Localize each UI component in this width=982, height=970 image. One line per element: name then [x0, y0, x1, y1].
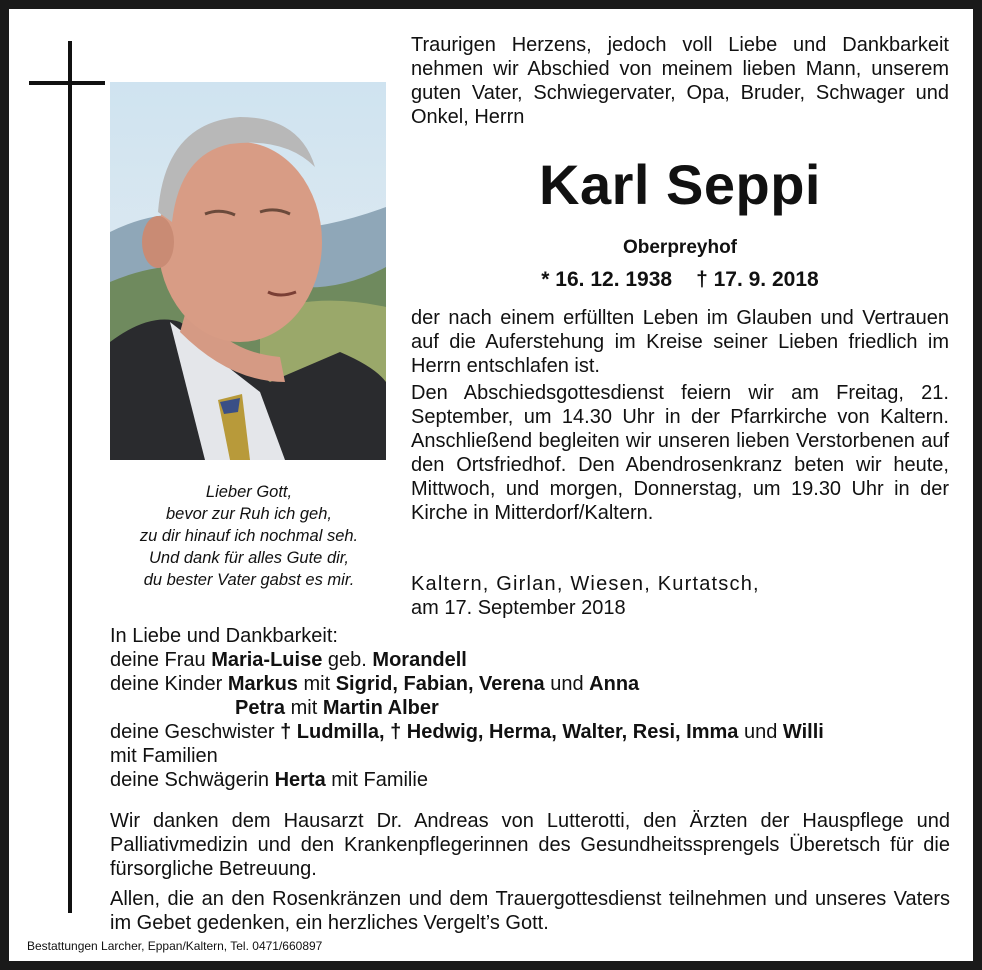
mourners-heading: In Liebe und Dankbarkeit:: [110, 625, 338, 647]
poem: [101, 481, 397, 591]
mourner-families: mit Familien: [110, 745, 218, 767]
cross-icon-vertical: [68, 41, 72, 913]
poem-line: du bester Vater gabst es mir.: [143, 571, 355, 589]
portrait-illustration: [110, 82, 386, 460]
mourner-siblings: deine Geschwister † Ludmilla, † Hedwig, Herma, Walter, Resi, Imma und Willi: [110, 721, 824, 743]
place-and-date: [411, 572, 949, 620]
thanks-section: [110, 809, 950, 941]
mourner-children: deine Kinder Markus mit Sigrid, Fabian, Verena und Anna: [110, 673, 640, 695]
mourner-wife: deine Frau Maria-Luise geb. Morandell: [110, 649, 467, 671]
deceased-name: Karl Seppi: [539, 153, 821, 216]
life-dates: [411, 268, 949, 292]
announcement-date: am 17. September 2018: [411, 597, 626, 619]
poem-line: bevor zur Ruh ich geh,: [165, 505, 332, 523]
death-date: † 17. 9. 2018: [696, 268, 819, 291]
birth-date: * 16. 12. 1938: [541, 268, 673, 291]
intro-text: Traurigen Herzens, jedoch voll Liebe und Dankbarkeit nehmen wir Abschied von meinem lieben Mann, unserem guten Vater, Schwiegervater, Opa, Bruder, Schwager und Onkel, Herrn: [411, 34, 949, 128]
poem-line: zu dir hinauf ich nochmal seh.: [139, 527, 359, 545]
poem-line: Und dank für alles Gute dir,: [149, 549, 349, 567]
estate-name: Oberpreyhof: [622, 237, 738, 258]
places: Kaltern, Girlan, Wiesen, Kurtatsch,: [411, 573, 760, 595]
mourner-children-2: Petra mit Martin Alber: [235, 697, 439, 719]
mourner-sister-in-law: deine Schwägerin Herta mit Familie: [110, 769, 428, 791]
poem-line: Lieber Gott,: [205, 483, 293, 501]
thanks-attendees: Allen, die an den Rosenkränzen und dem Trauergottesdienst teilnehmen und unseres Vaters im Gebet gedenken, ein herzliches Vergelt’s Gott.: [110, 888, 950, 934]
cross-icon-horizontal: [29, 81, 105, 85]
service-details: Den Abschiedsgottesdienst feiern wir am Freitag, 21. September, um 14.30 Uhr in der Pfarrkirche von Kaltern. Anschließend begleiten wir unseren lieben Verstorbenen auf den Ortsfriedhof. Den Abendrosenkranz beten wir heute, Mittwoch, und morgen, Donnerstag, um 19.30 Uhr in der Kirche in Mitterdorf/Kaltern.: [411, 382, 949, 524]
portrait-photo: [110, 82, 386, 460]
mourners-list: [110, 624, 950, 792]
funeral-home-footer: Bestattungen Larcher, Eppan/Kaltern, Tel. 0471/660897: [27, 939, 323, 953]
death-announcement: der nach einem erfüllten Leben im Glauben und Vertrauen auf die Auferstehung im Kreise seiner Lieben friedlich im Herrn entschlafen ist.: [411, 307, 949, 377]
thanks-doctors: Wir danken dem Hausarzt Dr. Andreas von Lutterotti, den Ärzten der Hauspflege und Palliativmedizin und den Krankenpflegerinnen des Gesundheitssprengels Überetsch für die fürsorgliche Betreuung.: [110, 810, 950, 880]
